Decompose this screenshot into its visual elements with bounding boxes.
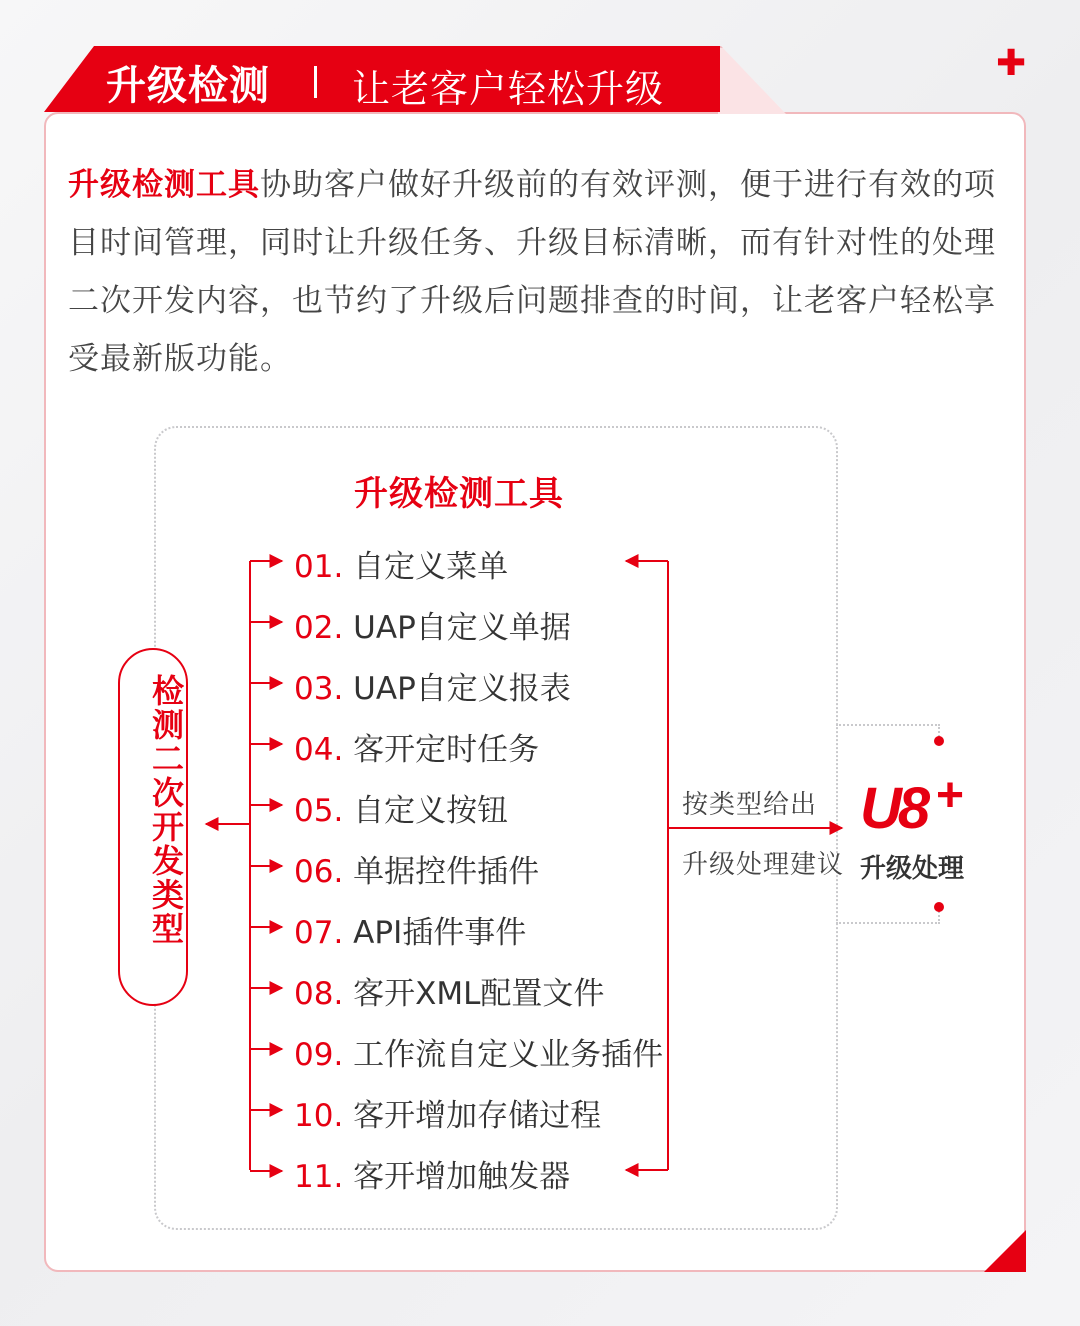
list-item — [294, 541, 508, 586]
list-item — [294, 846, 539, 891]
side-label-pill — [118, 648, 188, 1006]
list-item-number: 05. — [294, 793, 344, 829]
list-item-text: UAP自定义单据 — [353, 610, 571, 646]
list-item-text: 工作流自定义业务插件 — [353, 1037, 664, 1073]
plus-icon: ✚ — [996, 43, 1027, 84]
list-item-number: 07. — [294, 915, 344, 951]
side-label-text: 检测二次开发类型 — [147, 674, 185, 946]
list-item — [294, 1151, 570, 1196]
list-item — [294, 968, 604, 1013]
list-item-number: 01. — [294, 549, 344, 585]
header-title: 升级检测 — [106, 63, 270, 109]
u8-logo: U8 — [860, 776, 927, 841]
list-item-text: UAP自定义报表 — [353, 671, 571, 707]
list-item-number: 03. — [294, 671, 344, 707]
list-item — [294, 1090, 601, 1135]
list-item-text: 客开增加存储过程 — [353, 1098, 602, 1134]
list-item-text: 自定义菜单 — [353, 549, 509, 585]
list-item-text: 客开增加触发器 — [353, 1159, 571, 1195]
list-item — [294, 602, 571, 647]
intro-highlight: 升级检测工具 — [68, 167, 260, 203]
list-item-number: 02. — [294, 610, 344, 646]
list-item-text: API插件事件 — [353, 915, 527, 951]
list-item-text: 客开定时任务 — [353, 732, 540, 768]
list-item — [294, 907, 526, 952]
connector-label-bottom: 升级处理建议 — [682, 850, 845, 880]
u8-plus-icon: + — [936, 769, 965, 822]
list-item-number: 06. — [294, 854, 344, 890]
list-item — [294, 785, 508, 830]
list-item-number: 08. — [294, 976, 344, 1012]
list-item-number: 09. — [294, 1037, 344, 1073]
list-item-text: 单据控件插件 — [353, 854, 540, 890]
list-item-text: 自定义按钮 — [353, 793, 509, 829]
list-item-number: 11. — [294, 1159, 344, 1195]
list-item — [294, 663, 571, 708]
list-item-number: 04. — [294, 732, 344, 768]
tool-title: 升级检测工具 — [354, 474, 564, 514]
list-item-text: 客开XML配置文件 — [353, 976, 605, 1012]
list-item — [294, 1029, 663, 1074]
list-item-number: 10. — [294, 1098, 344, 1134]
header-subtitle: 让老客户轻松升级 — [352, 67, 665, 111]
intro-body: 协助客户做好升级前的有效评测，便于进行有效的项目时间管理，同时让升级任务、升级目标清晰，而有针对性的处理二次开发内容，也节约了升级后问题排查的时间，让老客户轻松享受最新版功能。 — [68, 167, 996, 377]
connector-label-top: 按类型给出 — [682, 790, 818, 820]
list-item — [294, 724, 539, 769]
u8-caption: 升级处理 — [860, 854, 965, 884]
